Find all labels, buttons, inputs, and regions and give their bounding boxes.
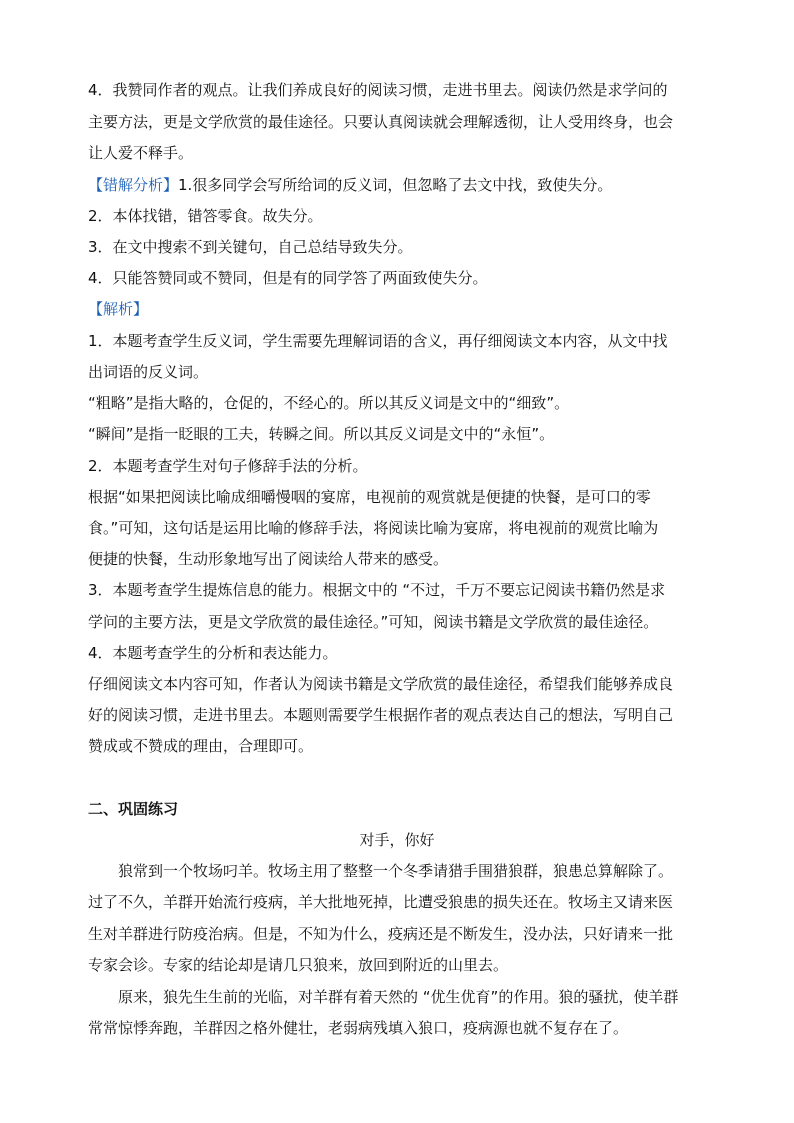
- answer4-line: 主要方法，更是文学欣赏的最佳途径。只要认真阅读就会理解透彻，让人受用终身，也会: [88, 113, 674, 131]
- analysis-line: 2．本题考查学生对句子修辞手法的分析。: [88, 457, 368, 475]
- analysis-label: 【解析】: [88, 300, 149, 318]
- error-analysis-item: 1.很多同学会写所给词的反义词，但忽略了去文中找，致使失分。: [178, 176, 613, 194]
- story-paragraph-line: 原来，狼先生生前的光临，对羊群有着天然的 “优生优育”的作用。狼的骚扰，使羊群: [118, 988, 679, 1006]
- analysis-line: “粗略”是指大略的，仓促的，不经心的。所以其反义词是文中的“细致”。: [88, 394, 570, 412]
- error-analysis-item: 2．本体找错，错答零食。故失分。: [88, 207, 323, 225]
- story-paragraph-line: 过了不久，羊群开始流行疫病，羊大批地死掉，比遭受狼患的损失还在。牧场主又请来医: [88, 893, 674, 911]
- analysis-line: 出词语的反义词。: [88, 363, 209, 381]
- story-title: 对手，你好: [359, 831, 435, 849]
- story-paragraph-line: 常常惊悸奔跑，羊群因之格外健壮，老弱病残填入狼口，疫病源也就不复存在了。: [88, 1019, 629, 1037]
- analysis-line: 赞成或不赞成的理由，合理即可。: [88, 737, 314, 755]
- analysis-line: 好的阅读习惯，走进书里去。本题则需要学生根据作者的观点表达自己的想法，写明自己: [88, 706, 674, 724]
- answer4-line: 4．我赞同作者的观点。让我们养成良好的阅读习惯，走进书里去。阅读仍然是求学问的: [88, 81, 668, 99]
- analysis-line: 1．本题考查学生反义词，学生需要先理解词语的含义，再仔细阅读文本内容，从文中找: [88, 332, 668, 350]
- error-analysis-item: 4．只能答赞同或不赞同，但是有的同学答了两面致使失分。: [88, 269, 488, 287]
- section-heading: 二、巩固练习: [88, 800, 179, 818]
- analysis-line: 仔细阅读文本内容可知，作者认为阅读书籍是文学欣赏的最佳途径，希望我们能够养成良: [88, 675, 674, 693]
- story-paragraph-line: 狼常到一个牧场叼羊。牧场主用了整整一个冬季请猎手围猎狼群，狼患总算解除了。: [118, 862, 674, 880]
- answer4-line: 让人爱不释手。: [88, 144, 194, 162]
- analysis-line: 食。”可知，这句话是运用比喻的修辞手法，将阅读比喻为宴席，将电视前的观赏比喻为: [88, 519, 659, 537]
- analysis-line: 根据“如果把阅读比喻成细嚼慢咽的宴席，电视前的观赏就是便捷的快餐，是可口的零: [88, 488, 651, 506]
- story-paragraph-line: 生对羊群进行防疫治病。但是，不知为什么，疫病还是不断发生，没办法，只好请来一批: [88, 925, 674, 943]
- analysis-line: “瞬间”是指一眨眼的工夫，转瞬之间。所以其反义词是文中的“永恒”。: [88, 425, 555, 443]
- error-analysis-item: 3．在文中搜索不到关键句，自己总结导致失分。: [88, 238, 413, 256]
- analysis-line: 4．本题考查学生的分析和表达能力。: [88, 644, 338, 662]
- analysis-line: 学问的主要方法，更是文学欣赏的最佳途径。”可知，阅读书籍是文学欣赏的最佳途径。: [88, 613, 659, 631]
- error-analysis-label: 【错解分析】: [88, 176, 179, 194]
- analysis-line: 3．本题考查学生提炼信息的能力。根据文中的 “不过，千万不要忘记阅读书籍仍然是求: [88, 581, 666, 599]
- error-analysis-line: [88, 175, 612, 195]
- story-paragraph-line: 专家会诊。专家的结论却是请几只狼来，放回到附近的山里去。: [88, 956, 509, 974]
- analysis-line: 便捷的快餐，生动形象地写出了阅读给人带来的感受。: [88, 550, 449, 568]
